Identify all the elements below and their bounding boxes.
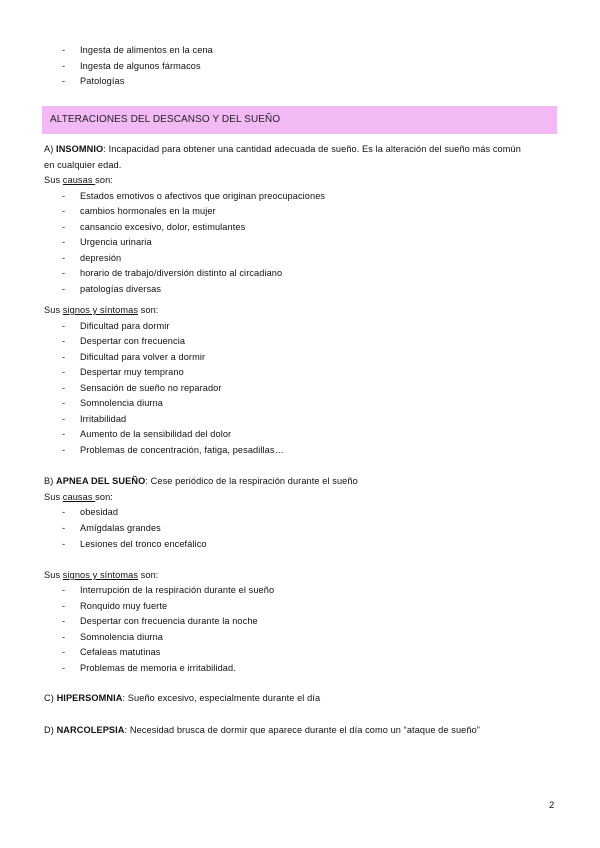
list-item-text: depresión <box>80 253 122 263</box>
definition-text: : Sueño excesivo, especialmente durante el día <box>122 693 321 703</box>
list-item <box>62 60 201 72</box>
bullet-dash: - <box>62 585 66 595</box>
bullet-dash: - <box>62 284 66 294</box>
list-item-text: Problemas de concentración, fatiga, pesadillas… <box>80 445 284 455</box>
bullet-dash: - <box>62 507 66 517</box>
causes-word: causas <box>62 175 96 185</box>
item-letter: B) <box>44 476 57 486</box>
bullet-dash: - <box>62 336 66 346</box>
list-item <box>62 413 126 425</box>
list-item <box>62 615 258 627</box>
bullet-dash: - <box>62 429 66 439</box>
list-item-text: Ingesta de algunos fármacos <box>80 61 201 71</box>
apnea-signs-heading <box>44 569 158 581</box>
list-item-text: Patologías <box>80 76 125 86</box>
list-item-text: Somnolencia diurna <box>80 632 164 642</box>
list-item <box>62 236 152 248</box>
heading-suffix: son: <box>95 492 113 502</box>
signs-word: signos y síntomas <box>62 570 139 580</box>
list-item-text: Cefaleas matutinas <box>80 647 161 657</box>
item-letter: A) <box>44 144 57 154</box>
list-item-text: Amígdalas grandes <box>80 523 161 533</box>
list-item-text: Despertar muy temprano <box>80 367 184 377</box>
list-item <box>62 320 170 332</box>
list-item-text: Ronquido muy fuerte <box>80 601 168 611</box>
list-item <box>62 205 216 217</box>
item-letter: D) <box>44 725 57 735</box>
list-item-text: Ingesta de alimentos en la cena <box>80 45 213 55</box>
bullet-dash: - <box>62 352 66 362</box>
list-item-text: Dificultad para dormir <box>80 321 170 331</box>
heading-prefix: Sus <box>44 492 63 502</box>
heading-suffix: son: <box>138 305 159 315</box>
definition-text: en cualquier edad. <box>44 160 122 170</box>
list-item <box>62 335 185 347</box>
bullet-dash: - <box>62 367 66 377</box>
list-item <box>62 631 163 643</box>
bullet-dash: - <box>62 632 66 642</box>
list-item-text: Irritabilidad <box>80 414 127 424</box>
list-item <box>62 283 161 295</box>
bullet-dash: - <box>62 414 66 424</box>
bullet-dash: - <box>62 237 66 247</box>
heading-suffix: son: <box>138 570 159 580</box>
heading-prefix: Sus <box>44 570 63 580</box>
list-item <box>62 444 284 456</box>
list-item-text: obesidad <box>80 507 119 517</box>
bullet-dash: - <box>62 253 66 263</box>
list-item <box>62 44 213 56</box>
apnea-term: APNEA DEL SUEÑO <box>56 476 146 486</box>
bullet-dash: - <box>62 616 66 626</box>
list-item <box>62 382 222 394</box>
item-letter: C) <box>44 693 57 703</box>
list-item <box>62 75 124 87</box>
list-item <box>62 646 160 658</box>
bullet-dash: - <box>62 523 66 533</box>
apnea-definition <box>44 475 358 487</box>
list-item-text: patologías diversas <box>80 284 162 294</box>
bullet-dash: - <box>62 601 66 611</box>
bullet-dash: - <box>62 398 66 408</box>
list-item-text: Problemas de memoria e irritabilidad. <box>80 663 236 673</box>
bullet-dash: - <box>62 45 66 55</box>
bullet-dash: - <box>62 321 66 331</box>
section-title: ALTERACIONES DEL DESCANSO Y DEL SUEÑO <box>50 114 281 125</box>
insomnio-causes-heading <box>44 174 113 186</box>
bullet-dash: - <box>62 222 66 232</box>
bullet-dash: - <box>62 76 66 86</box>
bullet-dash: - <box>62 663 66 673</box>
list-item-text: Despertar con frecuencia <box>80 336 186 346</box>
list-item-text: Despertar con frecuencia durante la noche <box>80 616 258 626</box>
list-item <box>62 366 184 378</box>
bullet-dash: - <box>62 61 66 71</box>
list-item <box>62 267 282 279</box>
signs-word: signos y síntomas <box>62 305 139 315</box>
list-item <box>62 522 161 534</box>
list-item <box>62 190 325 202</box>
insomnio-signs-heading <box>44 304 158 316</box>
list-item <box>62 221 245 233</box>
heading-prefix: Sus <box>44 175 63 185</box>
definition-text: : Incapacidad para obtener una cantidad adecuada de sueño. Es la alteración del sueño más común <box>103 144 521 154</box>
list-item-text: Interrupción de la respiración durante el sueño <box>80 585 275 595</box>
definition-text: : Necesidad brusca de dormir que aparece durante el día como un “ataque de sueño” <box>124 725 480 735</box>
heading-suffix: son: <box>95 175 113 185</box>
list-item <box>62 397 163 409</box>
section-banner <box>42 106 557 134</box>
bullet-dash: - <box>62 445 66 455</box>
list-item <box>62 584 274 596</box>
bullet-dash: - <box>62 383 66 393</box>
list-item <box>62 600 167 612</box>
insomnio-definition <box>44 143 521 155</box>
page-number: 2 <box>549 800 555 811</box>
list-item-text: Urgencia urinaria <box>80 237 152 247</box>
list-item-text: Somnolencia diurna <box>80 398 164 408</box>
list-item-text: Dificultad para volver a dormir <box>80 352 206 362</box>
hipersomnia-term: HIPERSOMNIA <box>56 693 123 703</box>
bullet-dash: - <box>62 647 66 657</box>
list-item <box>62 428 231 440</box>
list-item-text: Lesiones del tronco encefálico <box>80 539 207 549</box>
list-item-text: horario de trabajo/diversión distinto al circadiano <box>80 268 283 278</box>
bullet-dash: - <box>62 539 66 549</box>
bullet-dash: - <box>62 206 66 216</box>
list-item-text: Aumento de la sensibilidad del dolor <box>80 429 232 439</box>
list-item-text: Estados emotivos o afectivos que originan preocupaciones <box>80 191 326 201</box>
apnea-causes-heading <box>44 491 113 503</box>
list-item <box>62 252 121 264</box>
list-item <box>62 506 118 518</box>
list-item <box>62 351 205 363</box>
insomnio-definition-cont <box>44 159 121 171</box>
bullet-dash: - <box>62 191 66 201</box>
list-item-text: Sensación de sueño no reparador <box>80 383 222 393</box>
definition-text: : Cese periódico de la respiración durante el sueño <box>145 476 358 486</box>
list-item <box>62 662 236 674</box>
list-item <box>62 538 207 550</box>
insomnio-term: INSOMNIO <box>56 144 104 154</box>
causes-word: causas <box>62 492 96 502</box>
hipersomnia-definition <box>44 692 320 704</box>
narcolepsia-definition <box>44 724 480 736</box>
narcolepsia-term: NARCOLEPSIA <box>56 725 125 735</box>
list-item-text: cambios hormonales en la mujer <box>80 206 216 216</box>
bullet-dash: - <box>62 268 66 278</box>
heading-prefix: Sus <box>44 305 63 315</box>
list-item-text: cansancio excesivo, dolor, estimulantes <box>80 222 246 232</box>
